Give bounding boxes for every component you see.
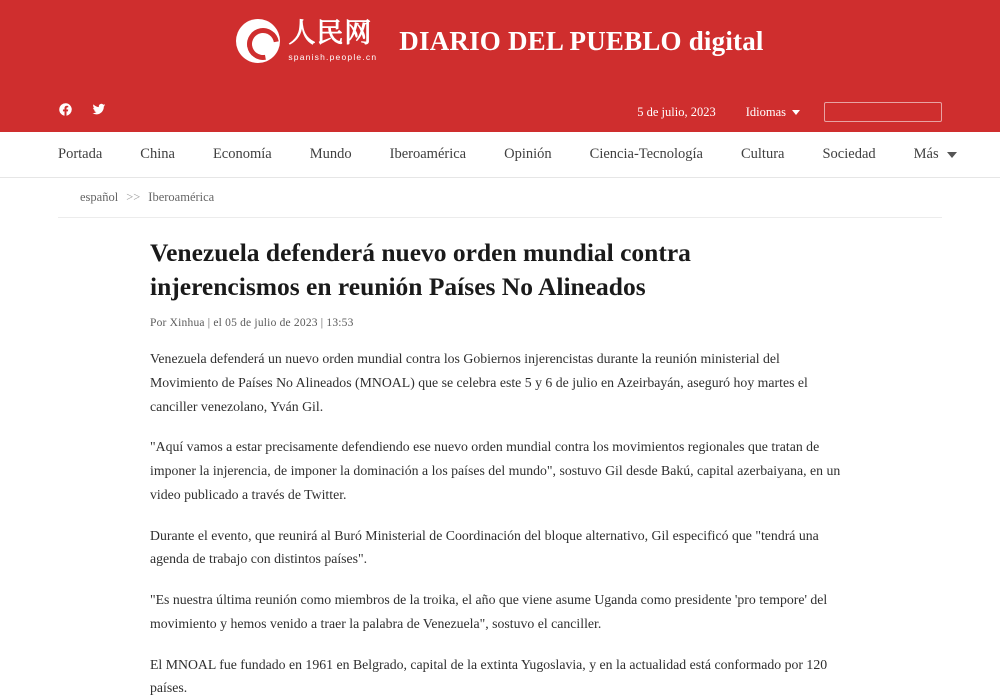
utility-bar [0,92,1000,132]
nav-item-portada[interactable]: Portada [58,146,103,162]
nav-item-opinion[interactable]: Opinión [504,146,552,162]
breadcrumb-current[interactable]: Iberoamérica [148,190,215,204]
utility-right [637,102,942,122]
brand-row [0,0,1000,62]
nav-item-mundo[interactable]: Mundo [309,146,352,162]
breadcrumb-root[interactable]: español [80,190,119,204]
article-paragraph: "Aquí vamos a estar precisamente defendiendo ese nuevo orden mundial contra los movimientos regionales que tratan de imponer la injerencia, de imponer la dominación a los países del mundo", sostuvo Gil desde Bakú, capital azerbaiyana, en un video publicado a través de Twitter. [150,439,841,502]
nav-item-ciencia-tecnologia[interactable]: Ciencia-Tecnología [589,146,703,162]
nav-item-iberoamerica[interactable]: Iberoamérica [389,146,467,162]
nav-more-label: Más [913,146,939,162]
article-title: Venezuela defenderá nuevo orden mundial contra injerencismos en reunión Países No Alineados [150,238,691,301]
chevron-down-icon [792,110,800,115]
logo-domain-text: spanish.people.cn [288,52,378,62]
nav-item-more[interactable] [914,146,957,163]
facebook-icon [58,102,73,117]
breadcrumb [58,178,942,218]
language-label: Idiomas [745,104,786,119]
logo-chinese-text: 人民网 [288,18,373,49]
article-paragraph: Venezuela defenderá un nuevo orden mundial contra los Gobiernos injerencistas durante la reunión ministerial del Movimiento de Países No Alineados (MNOAL) que se celebra este 5 y 6 de julio en Azeirbayán, aseguró hoy martes el canciller venezolano, Yván Gil. [150,351,808,414]
article-body [0,218,1000,700]
nav-item-economia[interactable]: Economía [212,146,272,162]
article-paragraph: El MNOAL fue fundado en 1961 en Belgrado, capital de la extinta Yugoslavia, y en la actualidad está conformado por 120 países. [150,656,828,696]
breadcrumb-wrapper [0,178,1000,218]
nav-item-cultura[interactable]: Cultura [740,146,785,162]
logo-text-block [288,20,377,62]
twitter-link[interactable] [91,102,106,122]
current-date: 5 de julio, 2023 [637,104,716,119]
search-box[interactable] [824,102,942,122]
site-logo[interactable] [236,19,377,63]
breadcrumb-separator: >> [126,190,141,204]
search-input[interactable] [831,105,977,119]
brand-title: DIARIO DEL PUEBLO digital [399,25,764,56]
main-navigation [0,132,1000,178]
nav-item-sociedad[interactable]: Sociedad [822,146,876,162]
twitter-icon [91,102,106,117]
chevron-down-icon [947,152,957,158]
article-byline: Por Xinhua | el 05 de julio de 2023 | 13:53 [150,317,354,330]
article-paragraph: "Es nuestra última reunión como miembros de la troika, el año que viene asume Uganda como presidente 'pro tempore' del movimiento y hemos venido a traer la palabra de Venezuela", sostuvo el canciller. [150,592,828,631]
article-paragraph: Durante el evento, que reunirá al Buró Ministerial de Coordinación del bloque alternativo, Gil especificó que "tendrá una agenda de trabajo con distintos países". [150,527,819,567]
people-cn-logo-icon [236,19,280,63]
site-header [0,0,1000,132]
facebook-link[interactable] [58,102,73,122]
nav-item-china[interactable]: China [140,146,175,162]
language-selector[interactable] [746,105,800,120]
social-links [58,102,106,122]
